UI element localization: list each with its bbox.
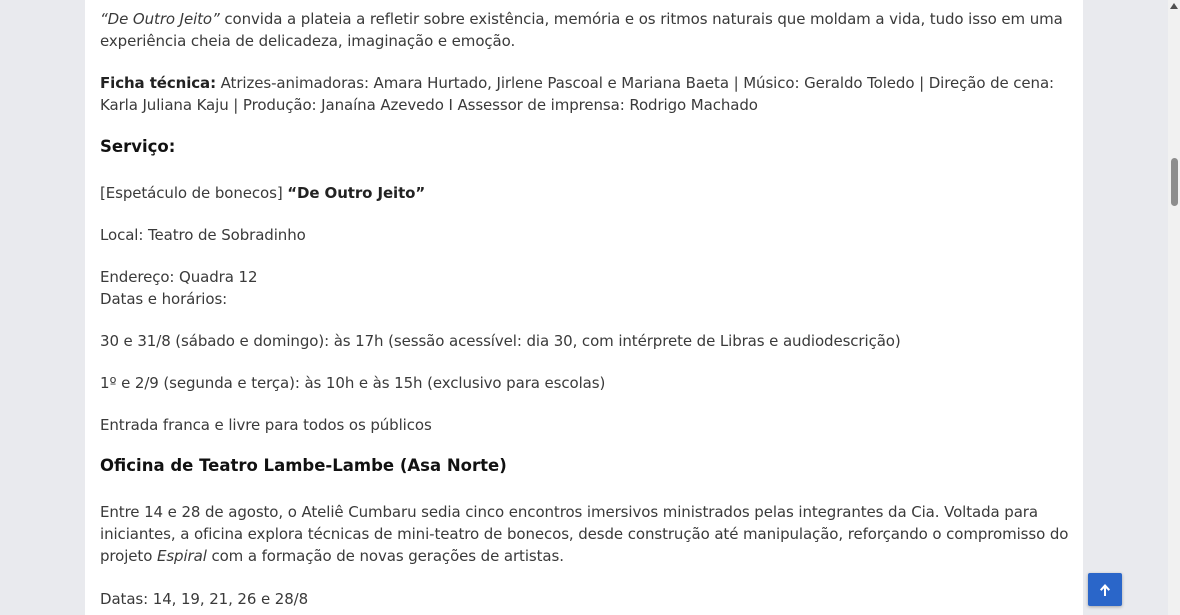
oficina-italic: Espiral bbox=[156, 547, 207, 565]
page-scrollbar[interactable] bbox=[1168, 0, 1180, 615]
scrollbar-thumb[interactable] bbox=[1171, 158, 1178, 206]
sessao-2: 1º e 2/9 (segunda e terça): às 10h e às 15h (exclusivo para escolas) bbox=[100, 374, 606, 392]
oficina-text-before: Entre 14 e 28 de agosto, o Ateliê Cumbaru sedia cinco encontros imersivos ministrados pelas integrantes da Cia. Voltada para iniciantes, a oficina explora técnicas de mini-teatro de bonecos, desde construção até manipulação, reforçando o compromisso do projeto bbox=[100, 503, 1069, 565]
local-line: Local: Teatro de Sobradinho bbox=[100, 226, 306, 244]
ficha-label: Ficha técnica: bbox=[100, 74, 216, 92]
arrow-up-icon bbox=[1097, 582, 1113, 598]
oficina-datas: Datas: 14, 19, 21, 26 e 28/8 bbox=[100, 590, 309, 608]
scroll-up-arrow-icon[interactable] bbox=[1170, 3, 1178, 9]
entrada-line: Entrada franca e livre para todos os públicos bbox=[100, 416, 432, 434]
servico-heading: Serviço: bbox=[100, 137, 176, 156]
oficina-paragraph bbox=[100, 501, 1070, 567]
sessao-1: 30 e 31/8 (sábado e domingo): às 17h (sessão acessível: dia 30, com intérprete de Libras e audiodescrição) bbox=[100, 332, 901, 350]
espetaculo-title: “De Outro Jeito” bbox=[287, 184, 426, 202]
scroll-to-top-button[interactable] bbox=[1088, 573, 1122, 606]
ficha-paragraph bbox=[100, 72, 1070, 116]
oficina-heading: Oficina de Teatro Lambe-Lambe (Asa Norte) bbox=[100, 456, 507, 475]
oficina-text-after: com a formação de novas gerações de artistas. bbox=[206, 547, 564, 565]
intro-paragraph bbox=[100, 8, 1070, 52]
espetaculo-line bbox=[100, 182, 1070, 204]
ficha-text: Atrizes-animadoras: Amara Hurtado, Jirlene Pascoal e Mariana Baeta | Músico: Geraldo Toledo | Direção de cena: Karla Juliana Kaju | Produção: Janaína Azevedo I Assessor de imprensa: Rodrigo Machado bbox=[100, 74, 1055, 114]
espetaculo-prefix: [Espetáculo de bonecos] bbox=[100, 184, 288, 202]
endereco-line: Endereço: Quadra 12 bbox=[100, 268, 258, 286]
intro-text: convida a plateia a refletir sobre existência, memória e os ritmos naturais que moldam a vida, tudo isso em uma experiência cheia de delicadeza, imaginação e emoção. bbox=[100, 10, 1063, 50]
datas-label: Datas e horários: bbox=[100, 290, 228, 308]
intro-title: “De Outro Jeito” bbox=[100, 10, 220, 28]
article-page bbox=[85, 0, 1083, 615]
